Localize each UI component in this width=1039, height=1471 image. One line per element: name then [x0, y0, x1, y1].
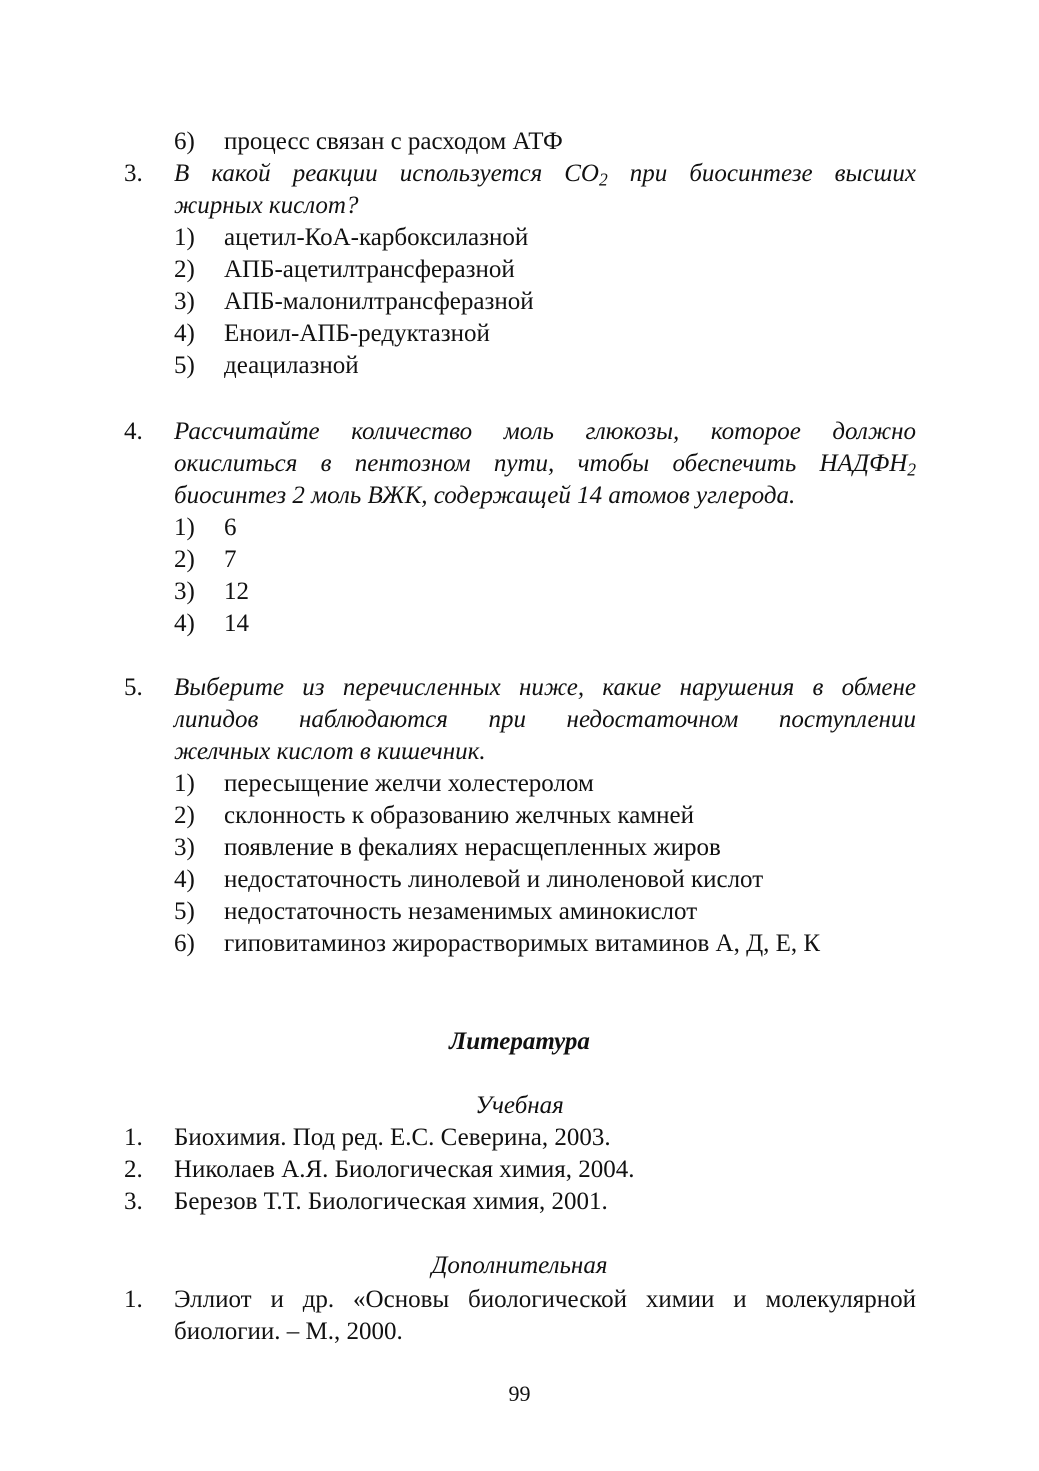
question-5-option-1	[174, 768, 594, 800]
option-number: 5)	[174, 352, 195, 379]
question-3-line-1-start: В какой реакции используется СО	[174, 160, 599, 187]
option-number: 1)	[174, 770, 195, 797]
question-5-number: 5.	[124, 674, 143, 701]
option-text: АПБ-ацетилтрансферазной	[224, 256, 515, 283]
educational-subheading: Учебная	[475, 1092, 564, 1119]
question-5-option-2	[174, 800, 694, 832]
option-number: 4)	[174, 866, 195, 893]
option-text: недостаточность незаменимых аминокислот	[224, 898, 698, 925]
option-text: деацилазной	[224, 352, 359, 379]
question-5-text	[174, 672, 916, 768]
option-text: склонность к образованию желчных камней	[224, 802, 695, 829]
question-3-option-5	[174, 350, 359, 382]
question-3-text	[174, 158, 916, 222]
option-text: АПБ-малонилтрансферазной	[224, 288, 534, 315]
option-text: Еноил-АПБ-редуктазной	[224, 320, 490, 347]
question-3-option-1	[174, 222, 528, 254]
option-text: ацетил-КоА-карбоксилазной	[224, 224, 529, 251]
option-text: процесс связан с расходом АТФ	[224, 128, 563, 155]
question-3-option-3	[174, 286, 534, 318]
question-5-line-2: липидов наблюдаются при недостаточном поступлении	[174, 706, 916, 733]
question-5-option-3	[174, 832, 721, 864]
additional-ref-1-text	[174, 1284, 916, 1348]
question-5-line-3: желчных кислот в кишечник.	[174, 738, 486, 765]
literature-heading: Литература	[449, 1028, 590, 1055]
question-4-line-3: биосинтез 2 моль ВЖК, содержащей 14 атомов углерода.	[174, 482, 796, 509]
option-number: 2)	[174, 802, 195, 829]
question-3-option-4	[174, 318, 490, 350]
additional-ref-1-line-2: биологии. – М., 2000.	[174, 1318, 403, 1345]
option-text: 7	[224, 546, 237, 573]
question-2-option-6	[174, 126, 563, 158]
option-number: 4)	[174, 320, 195, 347]
question-5-option-5	[174, 896, 697, 928]
question-4-option-2	[174, 544, 237, 576]
subscript: 2	[907, 459, 916, 480]
educational-ref-3-number: 3.	[124, 1188, 143, 1215]
option-number: 2)	[174, 546, 195, 573]
additional-ref-1-number: 1.	[124, 1286, 143, 1313]
question-4-text	[174, 416, 916, 512]
option-number: 6)	[174, 930, 195, 957]
option-number: 4)	[174, 610, 195, 637]
additional-subheading: Дополнительная	[431, 1252, 608, 1279]
question-4-option-1	[174, 512, 237, 544]
option-number: 1)	[174, 514, 195, 541]
educational-ref-2-number: 2.	[124, 1156, 143, 1183]
subscript: 2	[598, 169, 608, 190]
option-text: 6	[224, 514, 237, 541]
question-4-number: 4.	[124, 418, 143, 445]
additional-ref-1-line-1: Эллиот и др. «Основы биологической химии и молекулярной	[174, 1286, 916, 1313]
option-number: 3)	[174, 288, 195, 315]
option-text: появление в фекалиях нерасщепленных жиров	[224, 834, 721, 861]
educational-ref-2-text: Николаев А.Я. Биологическая химия, 2004.	[174, 1156, 635, 1183]
question-4-option-4	[174, 608, 249, 640]
educational-ref-3-text: Березов Т.Т. Биологическая химия, 2001.	[174, 1188, 608, 1215]
question-3-number: 3.	[124, 160, 143, 187]
option-text: 14	[224, 610, 249, 637]
question-3-line-2: жирных кислот?	[174, 192, 359, 219]
question-5-option-4	[174, 864, 763, 896]
option-text: 12	[224, 578, 249, 605]
question-5-option-6	[174, 928, 820, 960]
question-4-line-1: Рассчитайте количество моль глюкозы, которое должно	[174, 418, 916, 445]
question-5-line-1: Выберите из перечисленных ниже, какие нарушения в обмене	[174, 674, 916, 701]
question-3-option-2	[174, 254, 515, 286]
educational-ref-1-number: 1.	[124, 1124, 143, 1151]
question-4-line-2-start: окислиться в пентозном пути, чтобы обеспечить НАДФН	[174, 450, 908, 477]
option-number: 2)	[174, 256, 195, 283]
option-text: пересыщение желчи холестеролом	[224, 770, 594, 797]
question-3-line-1	[174, 158, 916, 190]
question-4-line-2	[174, 448, 916, 480]
question-3-line-1-end: при биосинтезе высших	[607, 160, 916, 187]
option-number: 5)	[174, 898, 195, 925]
question-4-option-3	[174, 576, 249, 608]
option-number: 3)	[174, 578, 195, 605]
option-text: гиповитаминоз жирорастворимых витаминов А, Д, Е, К	[224, 930, 821, 957]
option-number: 3)	[174, 834, 195, 861]
option-text: недостаточность линолевой и линоленовой кислот	[224, 866, 764, 893]
option-number: 1)	[174, 224, 195, 251]
educational-ref-1-text: Биохимия. Под ред. Е.С. Северина, 2003.	[174, 1124, 611, 1151]
page-number: 99	[508, 1381, 531, 1406]
option-number: 6)	[174, 128, 195, 155]
